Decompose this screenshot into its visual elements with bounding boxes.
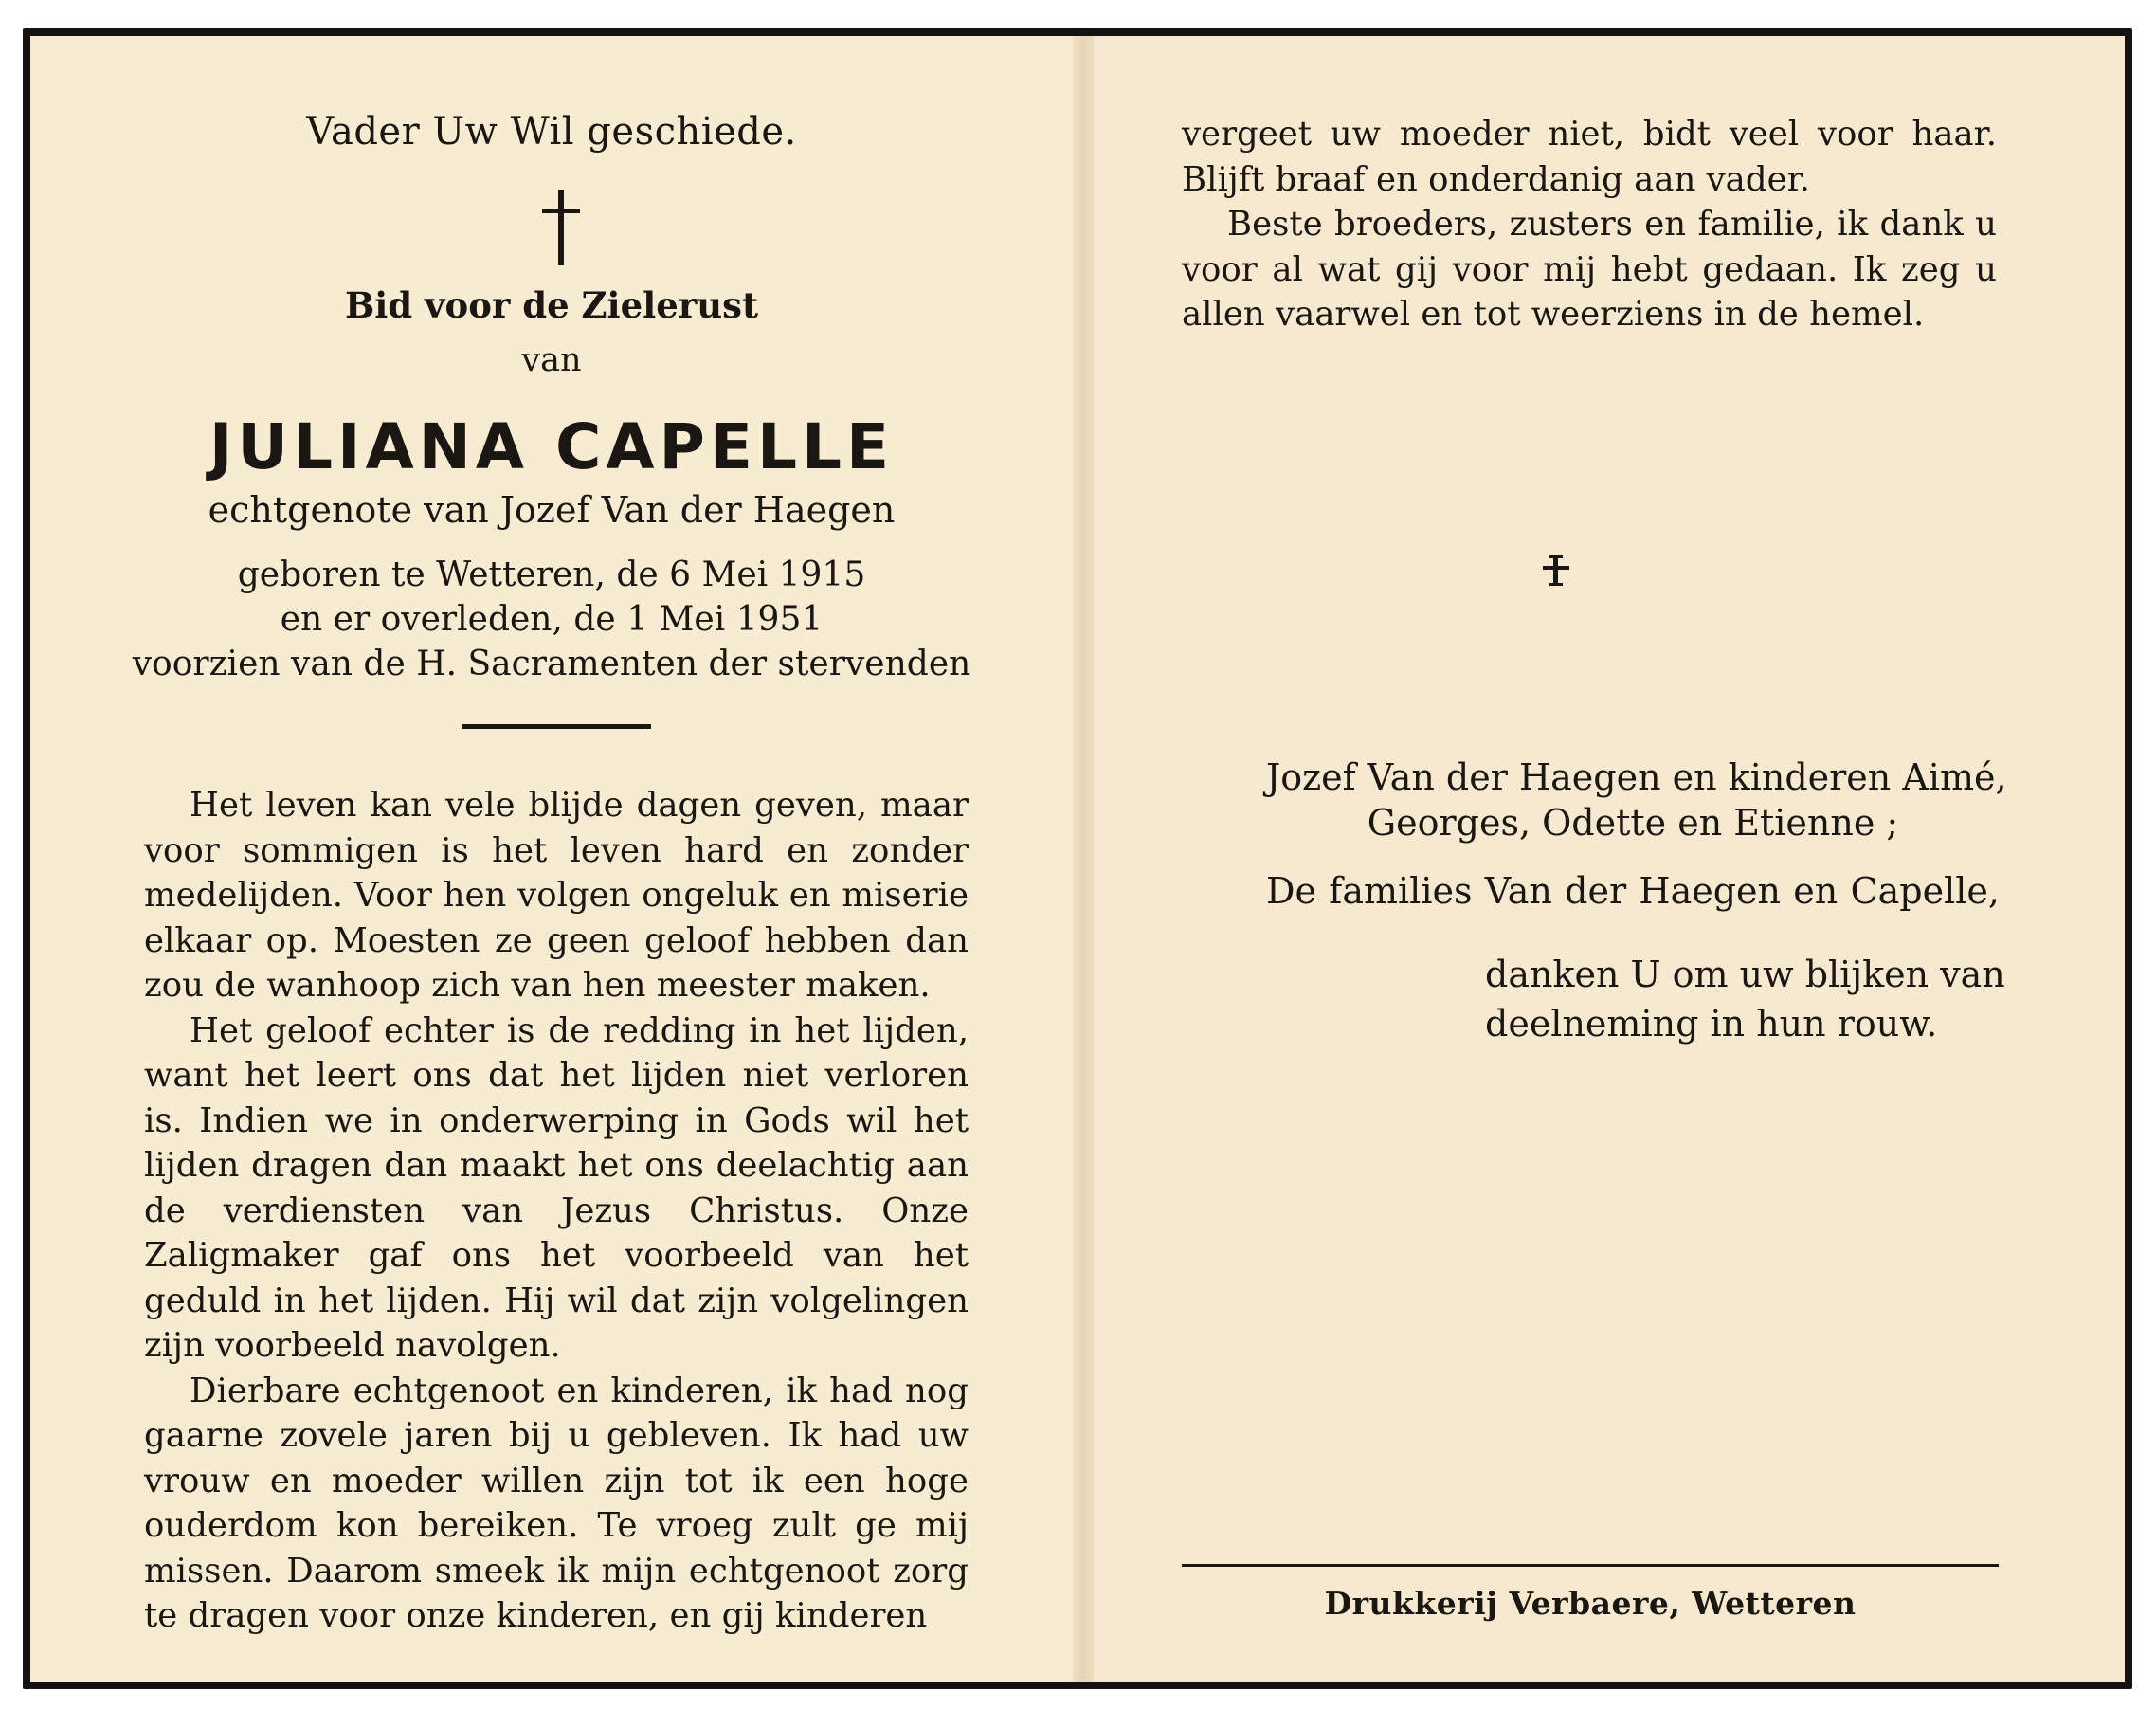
paragraph: Beste broeders, zusters en familie, ik dank u voor al wat gij voor mij hebt gedaan. Ik zeg u allen vaarwel en tot weerziens in de hemel.: [1182, 205, 1997, 334]
paragraph: vergeet uw moeder niet, bidt veel voor haar. Blijft braaf en onderdanig aan vader.: [1182, 115, 1997, 199]
family-line: Jozef Van der Haegen en kinderen Aimé,: [1266, 756, 2007, 798]
thanks-line: deelneming in hun rouw.: [1485, 1003, 1938, 1045]
left-panel: [30, 36, 1073, 1682]
deceased-name: JULIANA CAPELLE: [208, 410, 895, 483]
memorial-card: [23, 28, 2132, 1689]
printer-credit: Drukkerij Verbaere, Wetteren: [1324, 1585, 1857, 1622]
right-panel: [1094, 36, 2125, 1682]
motto: Vader Uw Wil geschiede.: [306, 110, 797, 154]
family-line: De families Van der Haegen en Capelle,: [1266, 870, 2000, 912]
card-fold: [1073, 36, 1094, 1682]
paragraph: Het geloof echter is de redding in het lijden, want het leert ons dat het lijden niet verloren is. Indien we in onderwerping in Gods wil het lijden dragen dan maakt het ons deelachtig aan de verdiensten van Jezus Christus. Onze Zaligmaker gaf ons het voorbeeld van het geduld in het lijden. Hij wil dat zijn volgelingen zijn voorbeeld navolgen.: [144, 1010, 969, 1365]
small-cross-icon: [1542, 555, 1570, 586]
footer-divider: [1182, 1564, 1999, 1567]
left-body-text: [144, 783, 969, 1639]
thanks-line: danken U om uw blijken van: [1485, 954, 2005, 995]
prayer-heading: Bid voor de Zielerust: [344, 284, 759, 326]
divider: [462, 724, 651, 729]
sacraments-line: voorzien van de H. Sacramenten der stervenden: [132, 645, 971, 683]
right-body-text: [1182, 112, 1997, 337]
of-word: van: [521, 341, 582, 379]
spouse-line: echtgenote van Jozef Van der Haegen: [208, 489, 896, 531]
paragraph: Dierbare echtgenoot en kinderen, ik had nog gaarne zovele jaren bij u gebleven. Ik had uw vrouw en moeder willen zijn tot ik een hoge ouderdom kon bereiken. Te vroeg zult ge mij missen. Daarom smeek ik mijn echtgenoot zorg te dragen voor onze kinderen, en gij kinderen: [144, 1371, 969, 1635]
paragraph: Het leven kan vele blijde dagen geven, maar voor sommigen is het leven hard en zonder medelijden. Voor hen volgen ongeluk en miserie elkaar op. Moesten ze geen geloof hebben dan zou de wanhoop zich van hen meester maken.: [144, 786, 969, 1005]
latin-cross-icon: [542, 190, 580, 265]
family-line: Georges, Odette en Etienne ;: [1367, 802, 1899, 844]
death-line: en er overleden, de 1 Mei 1951: [280, 600, 824, 639]
birth-line: geboren te Wetteren, de 6 Mei 1915: [237, 555, 866, 594]
